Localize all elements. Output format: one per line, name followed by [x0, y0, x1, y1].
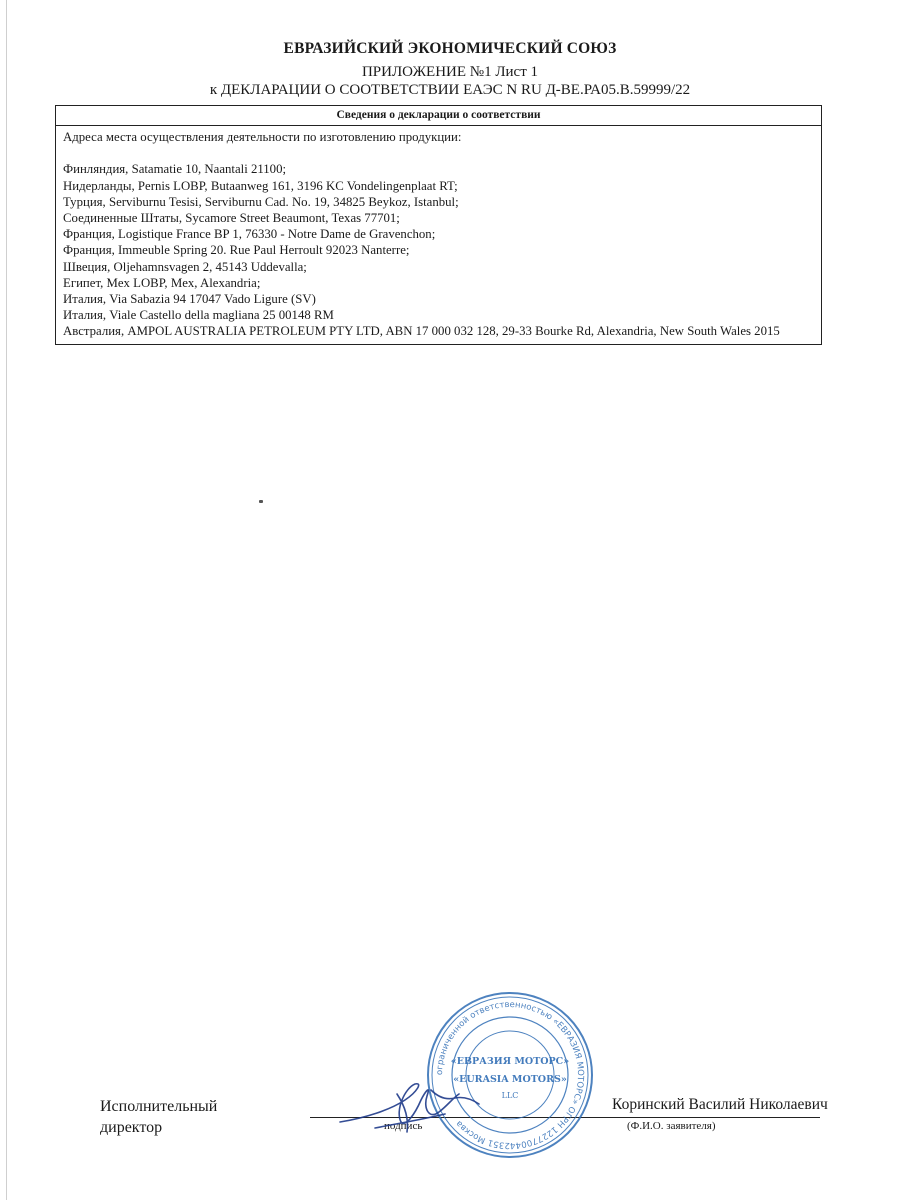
- address-line: Австралия, AMPOL AUSTRALIA PETROLEUM PTY LTD, ABN 17 000 032 128, 29-33 Bourke Rd, Alexandria, New South Wales 2015: [63, 324, 780, 339]
- page-edge: [6, 0, 7, 1200]
- address-line: Франция, Immeuble Spring 20. Rue Paul Herroult 92023 Nanterre;: [63, 243, 410, 258]
- address-line: Турция, Serviburnu Tesisi, Serviburnu Cad. No. 19, 34825 Beykoz, Istanbul;: [63, 194, 459, 209]
- union-title: ЕВРАЗИЙСКИЙ ЭКОНОМИЧЕСКИЙ СОЮЗ: [283, 40, 617, 57]
- section-body: [56, 126, 821, 340]
- signatory-name: Коринский Василий Николаевич: [612, 1096, 828, 1113]
- signatory-position: [100, 1096, 217, 1138]
- address-line: Египет, Mex LOBP, Mex, Alexandria;: [63, 275, 261, 290]
- name-caption: (Ф.И.О. заявителя): [627, 1120, 716, 1132]
- svg-text:«ЕВРАЗИЯ МОТОРС»: «ЕВРАЗИЯ МОТОРС»: [450, 1056, 570, 1067]
- scan-speck: [259, 500, 263, 503]
- signature-caption: подпись: [384, 1120, 423, 1132]
- address-line: Швеция, Oljehamnsvagen 2, 45143 Uddevalla;: [63, 259, 307, 274]
- svg-text:LLC: LLC: [501, 1091, 519, 1100]
- address-line: Финляндия, Satamatie 10, Naantali 21100;: [63, 162, 287, 177]
- address-line: Соединенные Штаты, Sycamore Street Beaumont, Texas 77701;: [63, 211, 400, 225]
- section-intro: Адреса места осуществления деятельности по изготовлению продукции:: [63, 130, 462, 144]
- position-line: директор: [100, 1119, 163, 1136]
- address-line: Италия, Viale Castello della magliana 25 00148 RM: [63, 308, 334, 323]
- appendix-title: ПРИЛОЖЕНИЕ №1 Лист 1: [361, 64, 539, 80]
- section-title: Сведения о декларации о соответствии: [56, 106, 821, 126]
- address-line: Франция, Logistique France BP 1, 76330 - Notre Dame de Gravenchon;: [63, 227, 436, 242]
- svg-text:«EURASIA MOTORS»: «EURASIA MOTORS»: [453, 1074, 567, 1085]
- handwritten-signature: [335, 1070, 485, 1140]
- address-line: Италия, Via Sabazia 94 17047 Vado Ligure (SV): [63, 292, 316, 307]
- svg-text:ограниченной ответственностью: ограниченной ответственностью «ЕВРАЗИЯ МОТОРС» ОГРН 1227700442351 Москва: [434, 999, 586, 1151]
- name-line: [600, 1117, 820, 1118]
- declaration-info-table: [55, 105, 822, 345]
- address-line: Нидерланды, Pernis LOBP, Butaanweg 161, 3196 KC Vondelingenplaat RT;: [63, 178, 458, 193]
- position-line: Исполнительный: [100, 1098, 218, 1115]
- declaration-reference: к ДЕКЛАРАЦИИ О СООТВЕТСТВИИ ЕАЭС N RU Д-ВЕ.РА05.В.59999/22: [209, 82, 691, 98]
